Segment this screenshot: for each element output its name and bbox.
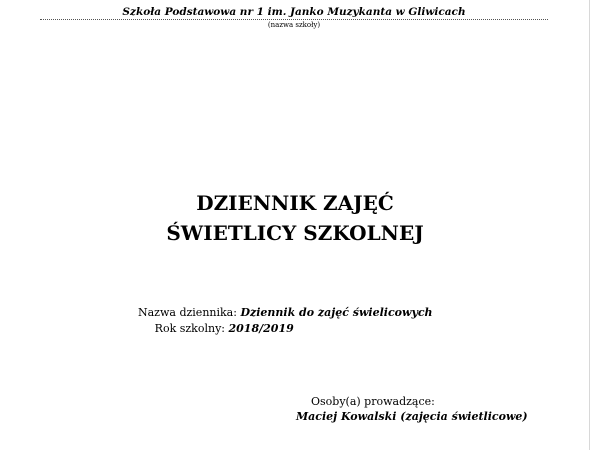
document-title <box>0 188 590 248</box>
school-name-dotted-line <box>40 19 548 20</box>
staff-value: Maciej Kowalski (zajęcia świetlicowe) <box>296 410 528 423</box>
school-name: Szkoła Podstawowa nr 1 im. Janko Muzykanta w Gliwicach <box>122 6 466 18</box>
journal-name-value: Dziennik do zajęć świelicowych <box>240 306 433 319</box>
staff-label: Osoby(a) prowadzące: <box>311 395 435 408</box>
school-year-row <box>138 322 294 336</box>
school-name-caption: (nazwa szkoły) <box>267 21 321 29</box>
school-header <box>40 5 548 30</box>
school-year-value: 2018/2019 <box>228 322 294 335</box>
school-year-label: Rok szkolny: <box>154 322 225 335</box>
document-title-line-1: DZIENNIK ZAJĘĆ <box>196 191 394 215</box>
document-title-line-2: ŚWIETLICY SZKOLNEJ <box>166 221 424 245</box>
journal-name-label: Nazwa dziennika: <box>138 306 237 319</box>
staff-block <box>296 394 528 424</box>
journal-name-row <box>138 306 433 320</box>
